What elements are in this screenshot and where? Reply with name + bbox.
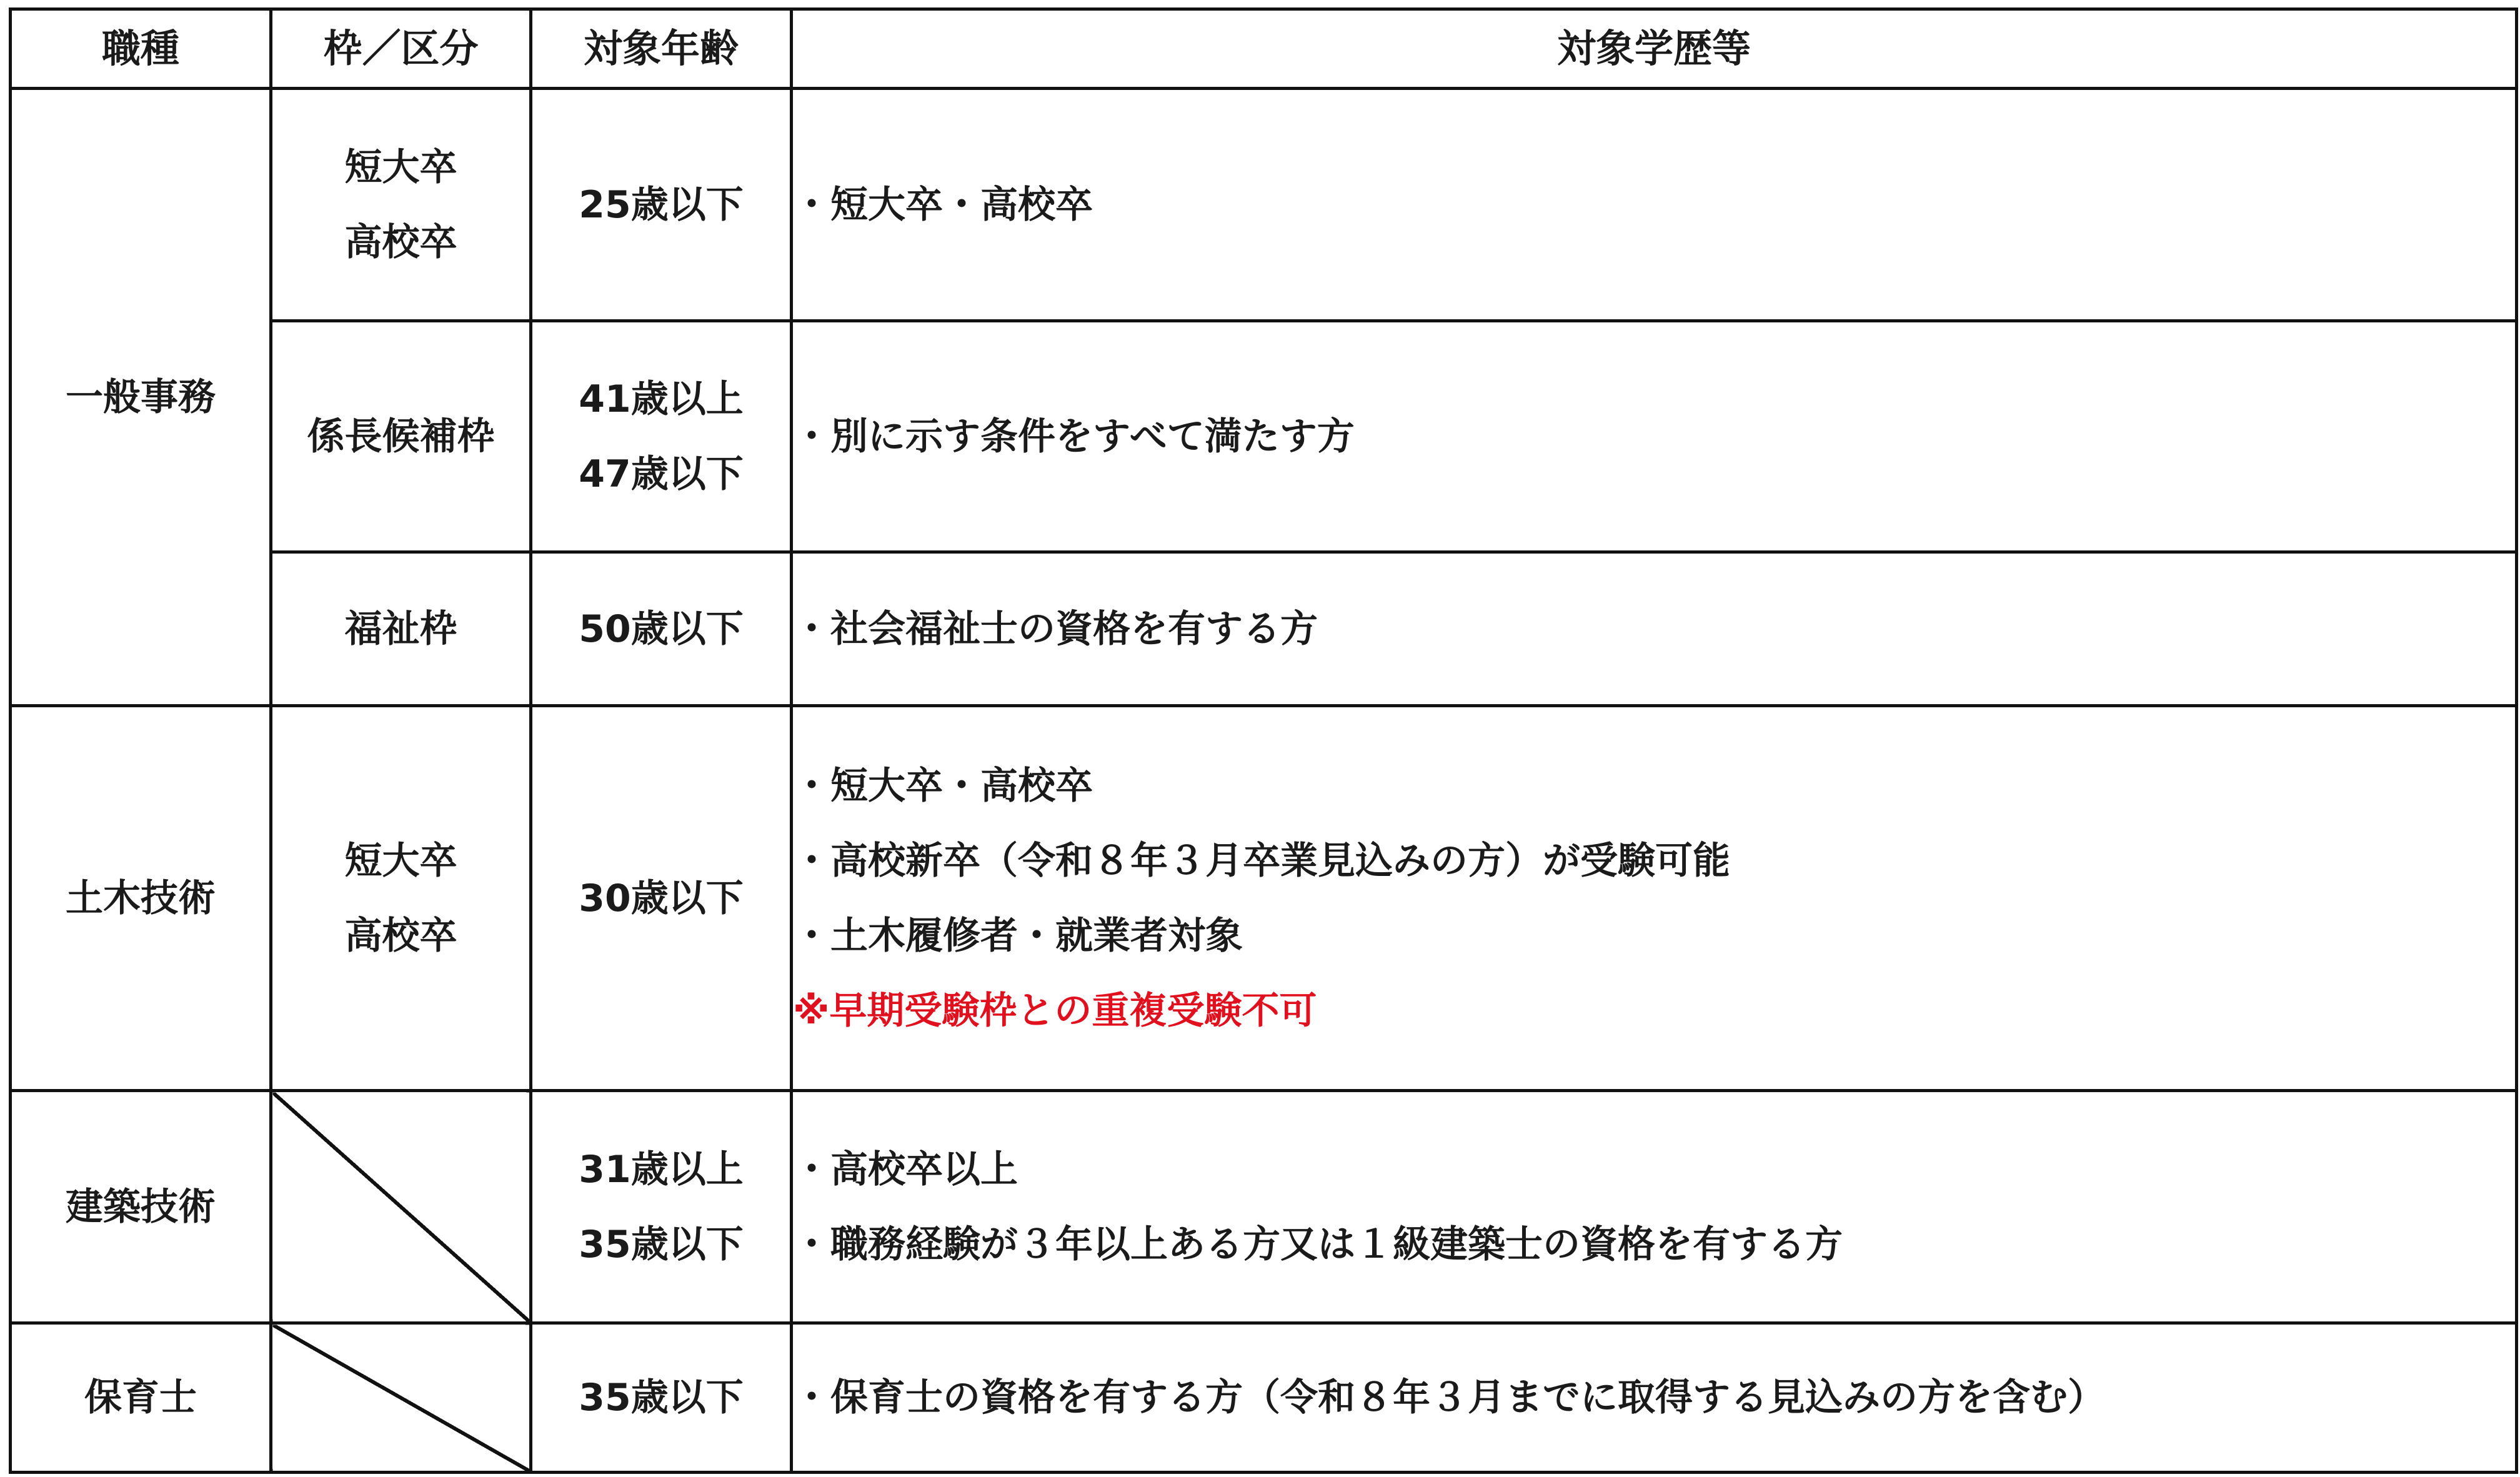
education-cell [792, 1323, 2517, 1473]
education-line: ・高校新卒（令和８年３月卒業見込みの方）が受験可能 [793, 838, 1730, 883]
header-job: 職種 [11, 9, 271, 89]
job-cell: 保育士 [11, 1323, 271, 1473]
category-cell [271, 89, 531, 321]
header-age: 対象年齢 [531, 9, 792, 89]
education-cell [792, 552, 2517, 706]
empty-slash-cell [271, 1323, 531, 1473]
age-cell [531, 706, 792, 1091]
category-line: 短大卒 [344, 838, 457, 883]
category-line: 高校卒 [344, 913, 457, 958]
category-line: 係長候補枠 [307, 414, 495, 459]
recruitment-table [9, 7, 2518, 1474]
education-cell [792, 89, 2517, 321]
header-category: 枠／区分 [271, 9, 531, 89]
age-line: 25歳以下 [579, 182, 744, 227]
age-cell [531, 1323, 792, 1473]
age-line: 41歳以上 [579, 377, 744, 421]
education-line: ・別に示す条件をすべて満たす方 [793, 414, 1355, 459]
category-line: 短大卒 [344, 145, 457, 189]
education-cell [792, 321, 2517, 552]
age-cell [531, 89, 792, 321]
warning-note: ※早期受験枠との重複受験不可 [793, 988, 1317, 1033]
education-line: ・土木履修者・就業者対象 [793, 913, 1243, 958]
education-line: ・高校卒以上 [793, 1147, 1018, 1191]
education-line: ・社会福祉士の資格を有する方 [793, 607, 1318, 651]
category-cell [271, 321, 531, 552]
education-line: ・保育士の資格を有する方（令和８年３月までに取得する見込みの方を含む） [793, 1376, 2105, 1420]
category-line: 福祉枠 [344, 607, 457, 651]
job-cell: 建築技術 [11, 1091, 271, 1323]
age-cell [531, 1091, 792, 1323]
empty-slash-cell [271, 1091, 531, 1323]
education-cell [792, 1091, 2517, 1323]
age-cell [531, 552, 792, 706]
age-cell [531, 321, 792, 552]
education-line: ・職務経験が３年以上ある方又は１級建築士の資格を有する方 [793, 1222, 1843, 1266]
education-cell [792, 706, 2517, 1091]
category-cell [271, 706, 531, 1091]
table-row [11, 1091, 2517, 1323]
table-row [11, 552, 2517, 706]
job-cell: 土木技術 [11, 706, 271, 1091]
table-row [11, 321, 2517, 552]
category-line: 高校卒 [344, 220, 457, 264]
table-row [11, 1323, 2517, 1473]
age-line: 47歳以下 [579, 452, 744, 496]
age-line: 30歳以下 [579, 876, 744, 920]
job-cell: 一般事務 [11, 89, 271, 706]
header-row [11, 9, 2517, 89]
category-cell [271, 552, 531, 706]
age-line: 50歳以下 [579, 607, 744, 651]
table-row [11, 89, 2517, 321]
header-education: 対象学歴等 [792, 9, 2517, 89]
age-line: 31歳以上 [579, 1147, 744, 1191]
age-line: 35歳以下 [579, 1376, 744, 1420]
table-row [11, 706, 2517, 1091]
education-line: ・短大卒・高校卒 [793, 763, 1093, 808]
education-line: ・短大卒・高校卒 [793, 182, 1093, 227]
age-line: 35歳以下 [579, 1222, 744, 1266]
